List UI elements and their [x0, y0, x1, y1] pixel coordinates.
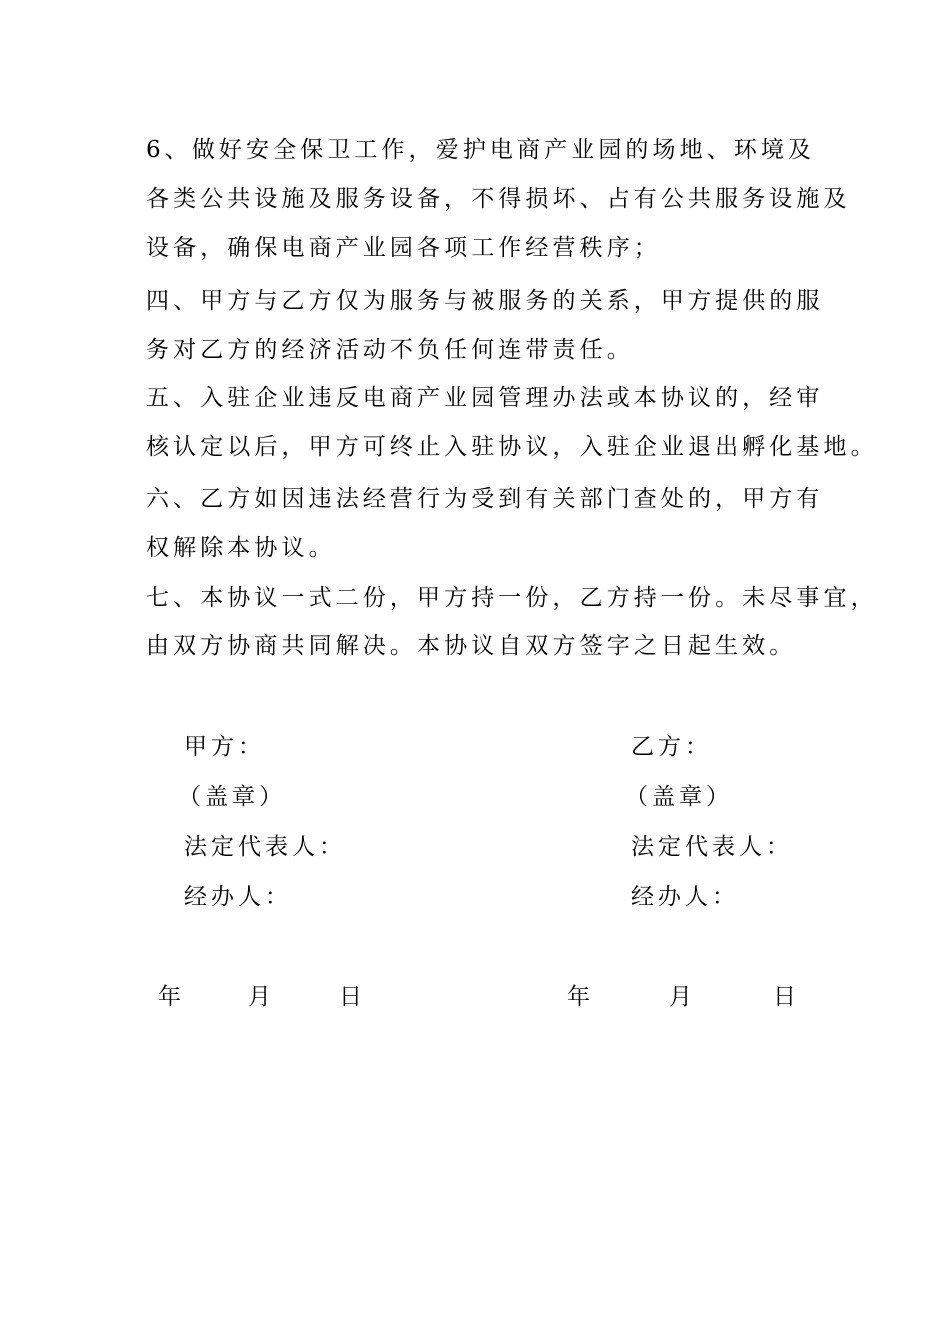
- paragraph-line: 权解除本协议。: [146, 535, 336, 561]
- party-b-date-day: 日: [773, 984, 796, 1010]
- party-a-date-day: 日: [339, 984, 362, 1010]
- party-b-seal: （盖章）: [625, 784, 733, 810]
- party-a-legal-rep: 法定代表人：: [184, 834, 346, 860]
- paragraph-line: 由双方协商共同解决。本协议自双方签字之日起生效。: [146, 633, 797, 659]
- party-b-label: 乙方：: [631, 734, 712, 760]
- paragraph-line: 务对乙方的经济活动不负任何连带责任。: [146, 337, 634, 363]
- paragraph-line: 四、甲方与乙方仅为服务与被服务的关系，甲方提供的服: [146, 288, 824, 314]
- paragraph-line: 核认定以后，甲方可终止入驻协议，入驻企业退出孵化基地。: [146, 434, 878, 460]
- party-b-date-year: 年: [567, 984, 590, 1010]
- party-a-date-year: 年: [158, 984, 181, 1010]
- paragraph-line: 六、乙方如因违法经营行为受到有关部门查处的，甲方有: [146, 486, 824, 512]
- paragraph-line: 各类公共设施及服务设备，不得损坏、占有公共服务设施及: [146, 186, 851, 212]
- paragraph-line: 七、本协议一式二份，甲方持一份，乙方持一份。未尽事宜，: [146, 585, 878, 611]
- paragraph-line: 设备，确保电商产业园各项工作经营秩序；: [146, 235, 661, 261]
- party-a-label: 甲方：: [184, 734, 265, 760]
- party-b-handler: 经办人：: [631, 884, 739, 910]
- party-b-legal-rep: 法定代表人：: [631, 834, 793, 860]
- party-a-seal: （盖章）: [178, 784, 286, 810]
- party-b-date-month: 月: [669, 984, 692, 1010]
- paragraph-line: 6、做好安全保卫工作，爱护电商产业园的场地、环境及: [146, 137, 816, 163]
- party-a-date-month: 月: [248, 984, 271, 1010]
- party-a-handler: 经办人：: [184, 884, 292, 910]
- paragraph-line: 五、入驻企业违反电商产业园管理办法或本协议的，经审: [146, 385, 824, 411]
